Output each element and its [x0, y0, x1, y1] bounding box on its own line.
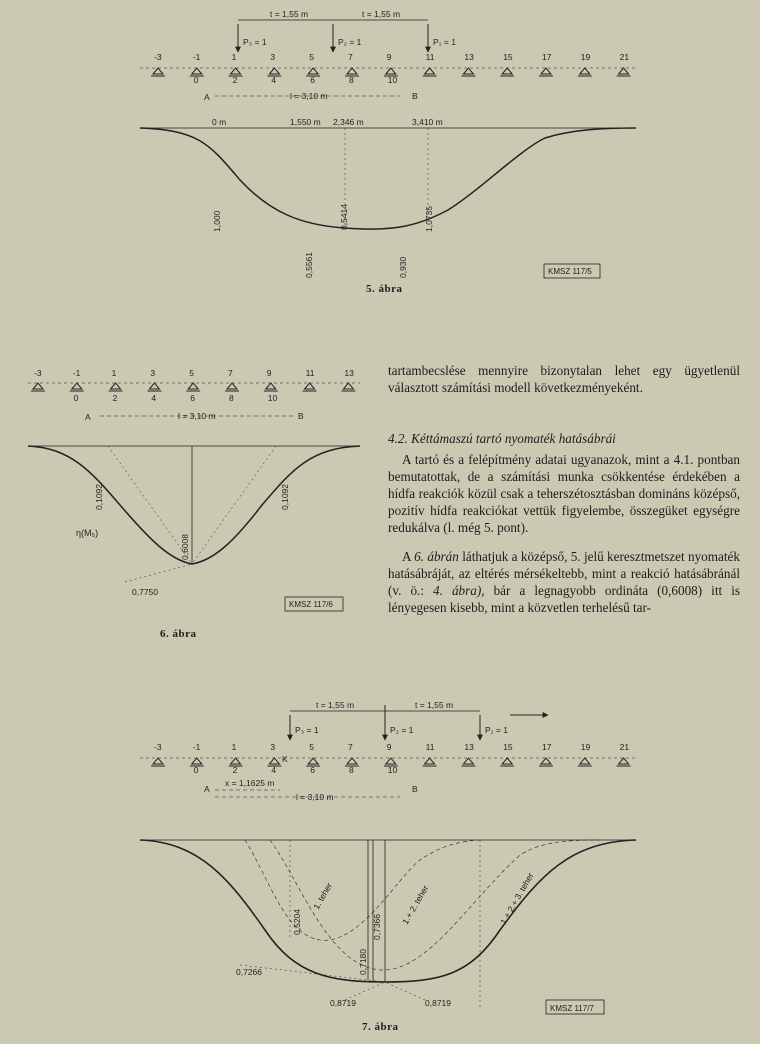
p2-figure-ref-4: 4. ábra) [433, 583, 482, 598]
node-label-top: -3 [154, 742, 162, 752]
load-label-p1: P₁ = 1 [485, 725, 508, 735]
node-label-bottom: 0 [193, 765, 199, 775]
load-label-p2: P₂ = 1 [338, 37, 362, 47]
support-icon [423, 68, 437, 76]
support-b-label: B [298, 411, 304, 421]
node-label-bottom: 10 [387, 75, 398, 85]
fig7-node-labels-bottom [194, 765, 398, 775]
node-label-bottom: 0 [73, 393, 79, 403]
node-label-top: 9 [266, 368, 272, 378]
node-label-bottom: 2 [112, 393, 118, 403]
ordinate-label-1: 1,000 [212, 210, 222, 232]
ordinate-label-d: 0,7266 [236, 967, 262, 977]
node-label-top: -1 [72, 368, 81, 378]
fig5-node-labels-top [154, 52, 629, 62]
node-label-bottom: 4 [151, 393, 157, 403]
node-label-bottom: 4 [271, 75, 277, 85]
span-label: l = 3,10 m [178, 411, 216, 421]
p2-part-c: , bár a legnagyobb ordináta (0,6008) itt is lényegesen kisebb, mint a közvetlen terhelésű tar- [388, 583, 740, 615]
load-label-p2: P₂ = 1 [390, 725, 414, 735]
node-label-top: 1 [231, 742, 237, 752]
node-label-top: 19 [580, 52, 591, 62]
support-icon [225, 383, 239, 391]
node-label-bottom: 8 [349, 75, 354, 85]
support-icon [31, 383, 45, 391]
ordinate-mid-label: 0,6008 [180, 534, 190, 560]
support-icon [303, 383, 317, 391]
ordinate-label-3: 1,0735 [424, 206, 434, 232]
figure-7-caption: 7. ábra [362, 1021, 399, 1033]
node-label-bottom: 2 [232, 75, 238, 85]
node-label-top: 9 [386, 52, 392, 62]
support-icon [539, 68, 553, 76]
position-2: 2,346 m [333, 117, 364, 127]
load-spacing-label-2: t = 1,55 m [415, 700, 454, 710]
support-a-label: A [204, 92, 210, 102]
support-icon [617, 758, 631, 766]
ordinate-label-4: 0,5561 [304, 252, 314, 278]
node-label-top: 11 [305, 368, 315, 378]
node-label-bottom: 6 [310, 765, 315, 775]
triangle-low-right [385, 982, 425, 1000]
support-icon [109, 383, 123, 391]
ref-label: KMSZ 117/5 [548, 267, 592, 276]
support-a-label: A [204, 784, 210, 794]
curve-3-label: 1.+ 2.+ 3. teher [498, 871, 536, 926]
node-label-top: 5 [309, 742, 314, 752]
support-b-label: B [412, 784, 418, 794]
paragraph-1: A tartó és a felépítmény adatai ugyanazok, mint a 4.1. pontban bemutatottak, de a számítási munka csökkentése érdekében a hídfa reakciók közül csak a teherszétosztásban domináns középső, pozitív hídfa reakciókat vettük figyelembe, összegüket egységre redukálva (l. még 5. pont). [388, 452, 740, 535]
load-label-p3: P₃ = 1 [243, 37, 267, 47]
ordinate-label-2: 0,5414 [339, 204, 349, 230]
fig7-node-labels-top [154, 742, 629, 752]
fig6-node-labels-top [34, 368, 354, 378]
figure-6-caption: 6. ábra [160, 628, 197, 640]
node-label-top: 15 [503, 742, 513, 752]
node-label-bottom: 10 [387, 765, 398, 775]
support-icon [539, 758, 553, 766]
node-label-top: 13 [464, 742, 474, 752]
influence-curve [28, 446, 360, 564]
ordinate-label-c: 0,7366 [372, 914, 382, 940]
support-a-label: A [85, 412, 91, 422]
ordinate-left: 0,1092 [94, 484, 104, 510]
figure-5-labels [154, 9, 629, 278]
curve-1-label: 1. teher [311, 881, 335, 911]
node-label-bottom: 4 [271, 765, 277, 775]
load-spacing-label-1: t = 1,55 m [316, 700, 355, 710]
ordinate-label-f: 0,8719 [425, 998, 451, 1008]
node-label-top: 17 [542, 742, 552, 752]
node-label-top: 9 [386, 742, 392, 752]
ref-label: KMSZ 117/6 [289, 600, 333, 609]
span-label: l = 3,10 m [296, 792, 334, 802]
support-icon [186, 383, 200, 391]
support-icon [461, 68, 475, 76]
node-label-top: 21 [619, 52, 630, 62]
fig5-node-labels-bottom [194, 75, 398, 85]
node-label-top: 15 [503, 52, 513, 62]
load-spacing-label-1: t = 1,55 m [270, 9, 309, 19]
node-label-bottom: 10 [267, 393, 278, 403]
load-label-p1: P₁ = 1 [433, 37, 456, 47]
ordinate-label-5: 0,930 [398, 256, 408, 278]
figure-7-labels [154, 700, 629, 1013]
p2-part-a: A [402, 549, 415, 564]
node-label-top: 3 [150, 368, 156, 378]
curve-2-label: 1.+ 2. teher [400, 883, 431, 926]
node-label-top: -3 [34, 368, 42, 378]
node-label-top: 5 [309, 52, 314, 62]
node-label-top: -3 [154, 52, 162, 62]
ordinate-right: 0,1092 [280, 484, 290, 510]
node-label-top: -1 [192, 52, 201, 62]
support-icon [151, 758, 165, 766]
node-label-top: 1 [111, 368, 117, 378]
node-label-top: 3 [270, 742, 276, 752]
curve-1-2-3 [140, 840, 636, 982]
support-icon [423, 758, 437, 766]
node-label-top: 7 [228, 368, 233, 378]
support-icon [500, 68, 514, 76]
node-label-top: 19 [580, 742, 591, 752]
figure-6-labels [34, 368, 354, 609]
node-label-bottom: 8 [349, 765, 354, 775]
support-icon [578, 758, 592, 766]
node-label-top: 11 [425, 742, 435, 752]
node-label-bottom: 2 [232, 765, 238, 775]
position-0: 0 m [212, 117, 227, 127]
fig6-supports [31, 383, 355, 391]
support-icon [341, 383, 355, 391]
figure-5-caption: 5. ábra [366, 283, 403, 295]
node-k-label: K [282, 754, 288, 764]
node-label-bottom: 6 [190, 393, 195, 403]
triangle-right [192, 446, 276, 564]
support-icon [617, 68, 631, 76]
ordinate-label-e: 0,8719 [330, 998, 356, 1008]
load-label-p3: P₃ = 1 [295, 725, 319, 735]
node-label-bottom: 6 [310, 75, 315, 85]
support-icon [264, 383, 278, 391]
p2-figure-ref-6: 6. ábrán [414, 549, 459, 564]
node-label-top: 1 [231, 52, 237, 62]
support-icon [147, 383, 161, 391]
ordinate-low-label: 0,7750 [132, 587, 158, 597]
node-label-top: 17 [542, 52, 552, 62]
node-label-bottom: 8 [229, 393, 234, 403]
x-dist-label: x = 1,1625 m [225, 778, 275, 788]
curve-label: η(M₅) [76, 528, 99, 538]
node-label-bottom: 0 [193, 75, 199, 85]
node-label-top: 13 [464, 52, 474, 62]
position-1: 1,550 m [290, 117, 321, 127]
triangle-low [125, 564, 192, 582]
node-label-top: 7 [348, 52, 353, 62]
span-label: l = 3,10 m [290, 91, 328, 101]
intro-paragraph: tartambecslése mennyire bizonytalan lehet egy ügyetlenül választott számítási modell következményeként. [388, 363, 740, 395]
curve-1 [245, 840, 480, 940]
fig6-node-labels-bottom [74, 393, 278, 403]
p2-part-b: láthatjuk a középső, 5. jelű keresztmetszet nyomaték hatásábráját, az eltérés mérsékeltebb, mint a reakció hatásábránál (v. ö.: [388, 549, 741, 598]
ref-label: KMSZ 117/7 [550, 1004, 594, 1013]
node-label-top: -1 [192, 742, 201, 752]
section-heading: 4.2. Kéttámaszú tartó nyomaték hatásábrái [388, 431, 616, 446]
node-label-top: 11 [425, 52, 435, 62]
paragraph-2 [388, 548, 740, 616]
support-icon [70, 383, 84, 391]
node-label-top: 21 [619, 742, 630, 752]
position-3: 3,410 m [412, 117, 443, 127]
support-icon [578, 68, 592, 76]
support-icon [461, 758, 475, 766]
ordinate-label-a: 0,5204 [292, 909, 302, 935]
support-b-label: B [412, 91, 418, 101]
node-label-top: 7 [348, 742, 353, 752]
ordinate-label-b: 0,7180 [358, 949, 368, 975]
node-label-top: 5 [189, 368, 194, 378]
node-label-top: 13 [344, 368, 354, 378]
load-spacing-label-2: t = 1,55 m [362, 9, 401, 19]
support-icon [500, 758, 514, 766]
node-label-top: 3 [270, 52, 276, 62]
support-icon [151, 68, 165, 76]
